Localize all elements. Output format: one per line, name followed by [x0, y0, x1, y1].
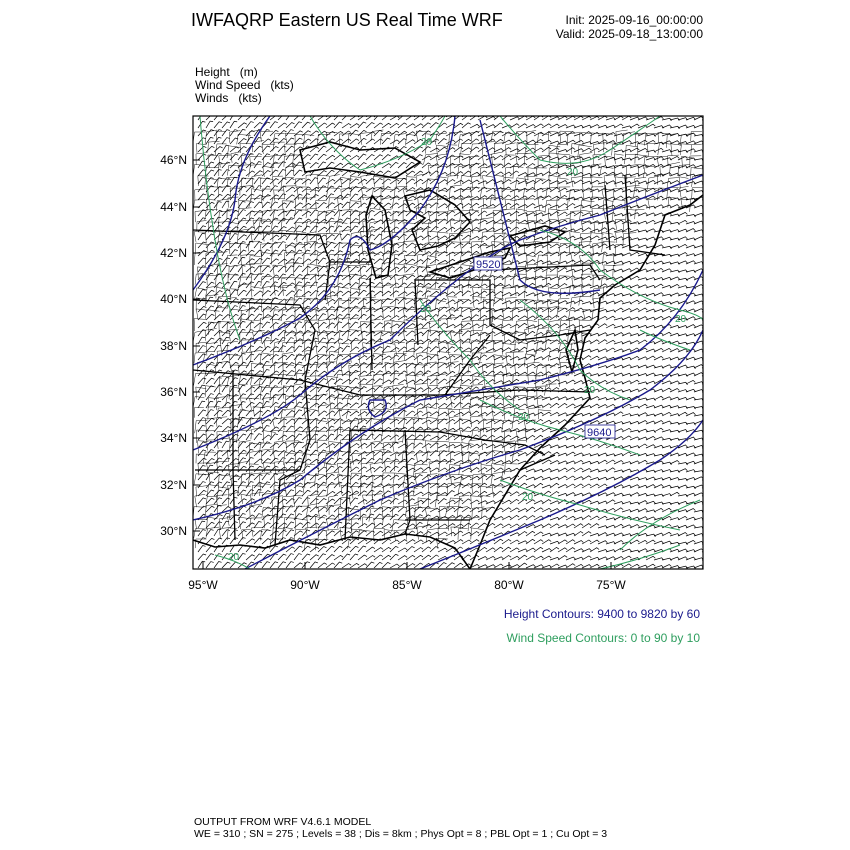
field-name: Wind Speed	[195, 78, 261, 92]
field-name: Height	[195, 65, 230, 79]
barb-field	[198, 113, 712, 568]
county-mesh	[193, 130, 704, 551]
field-name: Winds	[195, 91, 229, 105]
height-label: 9520	[476, 259, 501, 271]
field-unit: (m)	[239, 65, 258, 79]
lon-label: 75°W	[596, 578, 626, 592]
lake-michigan	[366, 196, 392, 278]
speed-label: 20	[522, 492, 534, 503]
lake-ontario	[510, 226, 565, 246]
wind-barbs	[198, 113, 712, 568]
county-borders	[193, 130, 704, 551]
model-config: WE = 310 ; SN = 275 ; Levels = 38 ; Dis = 8km ; Phys Opt = 8 ; PBL Opt = 1 ; Cu Opt = 3	[194, 828, 608, 840]
speed-contour	[640, 330, 690, 350]
speed-label: 20	[420, 304, 432, 315]
lon-label: 80°W	[494, 578, 524, 592]
height-contour-legend: Height Contours: 9400 to 9820 by 60	[503, 607, 700, 621]
speed-label: 20	[228, 552, 240, 563]
lat-label: 36°N	[160, 385, 187, 399]
speed-contour-labels	[228, 137, 687, 563]
lat-label: 38°N	[160, 339, 187, 353]
lat-label: 34°N	[160, 431, 187, 445]
speed-contour-legend: Wind Speed Contours: 0 to 90 by 10	[506, 631, 700, 645]
field-unit: (kts)	[270, 78, 294, 92]
valid-time: Valid: 2025-09-18_13:00:00	[555, 27, 703, 41]
lat-label: 42°N	[160, 246, 187, 260]
speed-label: 20	[518, 412, 530, 423]
lat-label: 32°N	[160, 478, 187, 492]
latitude-labels	[160, 153, 187, 538]
speed-contour	[520, 300, 630, 400]
plot-title: IWFAQRP Eastern US Real Time WRF	[191, 10, 503, 30]
lat-label: 30°N	[160, 524, 187, 538]
speed-label: 20	[675, 314, 687, 325]
field-unit: (kts)	[238, 91, 262, 105]
lat-label: 44°N	[160, 200, 187, 214]
height-contour	[193, 175, 703, 450]
lat-label: 46°N	[160, 153, 187, 167]
height-label: 9640	[587, 427, 612, 439]
speed-label: 20	[421, 137, 433, 148]
lon-label: 85°W	[392, 578, 422, 592]
speed-label: 20	[584, 385, 596, 396]
longitude-labels	[188, 578, 626, 592]
lon-label: 95°W	[188, 578, 218, 592]
init-time: Init: 2025-09-16_00:00:00	[565, 13, 703, 27]
lat-label: 40°N	[160, 292, 187, 306]
lon-label: 90°W	[290, 578, 320, 592]
speed-label: 20	[567, 167, 579, 178]
model-info: OUTPUT FROM WRF V4.6.1 MODEL	[194, 816, 372, 828]
height-contour-labels	[474, 257, 615, 439]
